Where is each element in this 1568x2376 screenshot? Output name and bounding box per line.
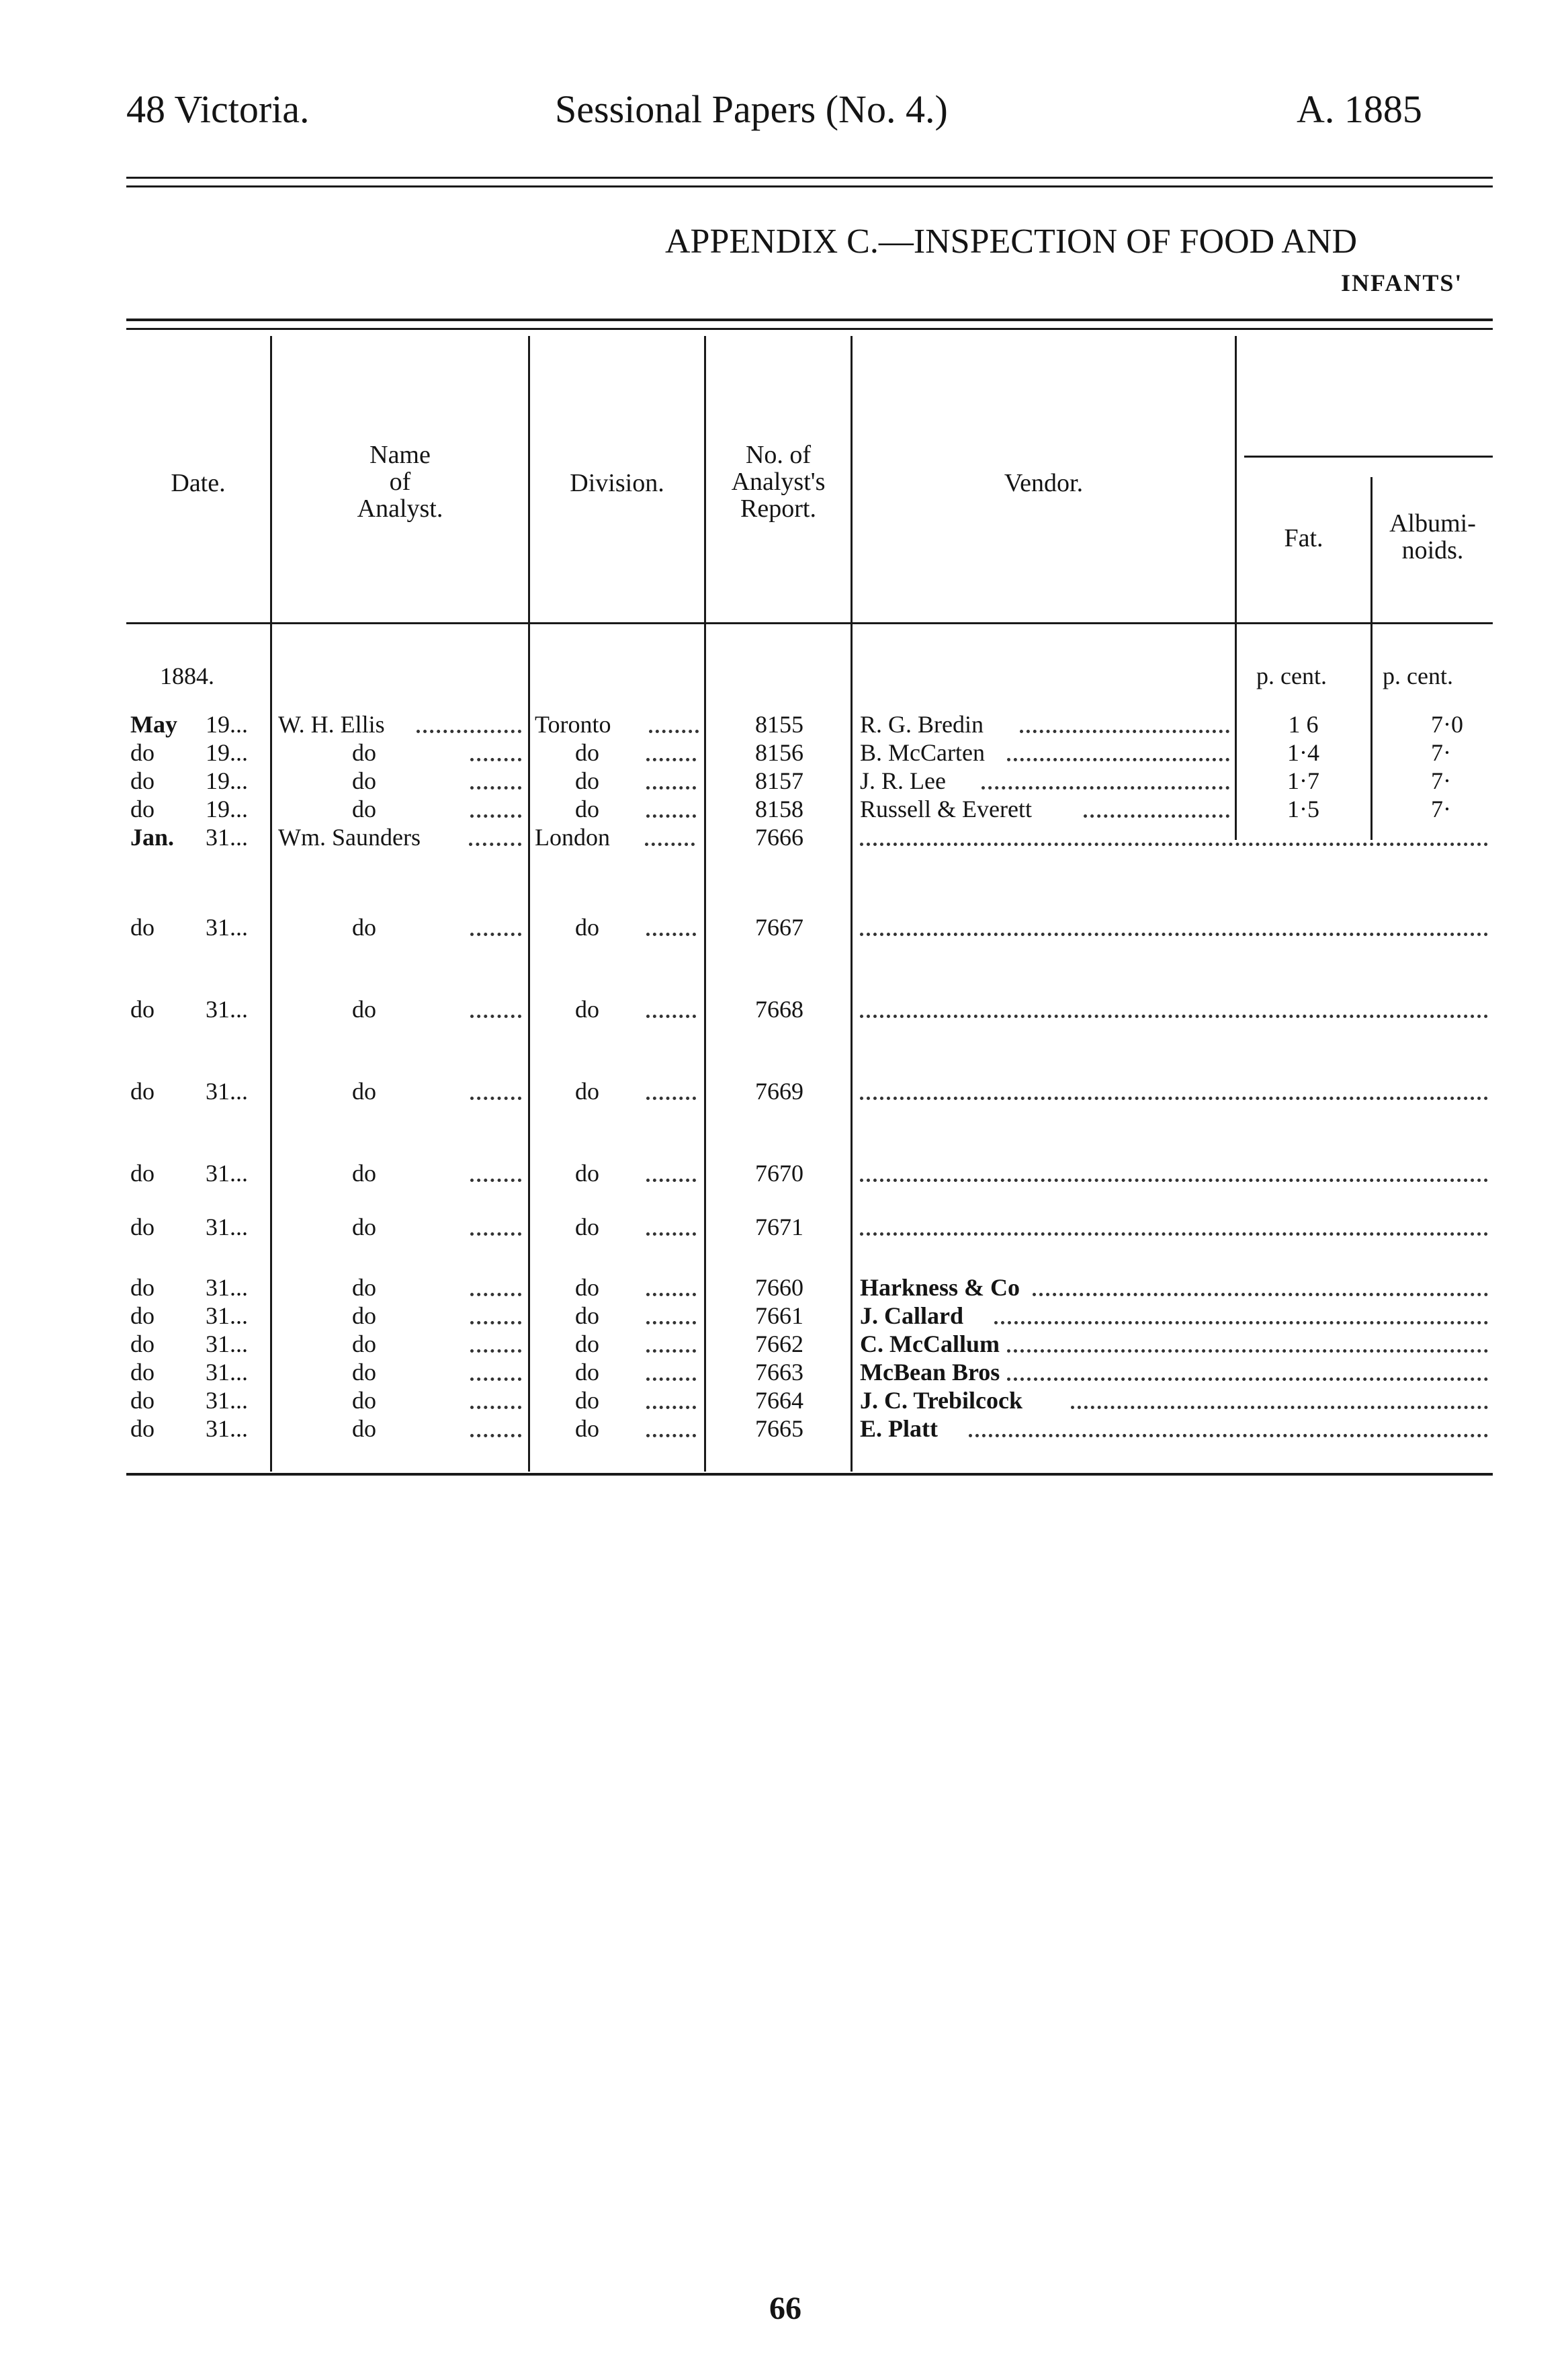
row-date-month: do [130, 914, 155, 941]
row-date-day: 19... [206, 739, 248, 766]
header-rule-top [126, 177, 1493, 179]
row-analyst-leader [417, 730, 521, 733]
row-vendor-leader [860, 843, 1488, 846]
row-date-month: Jan. [130, 824, 175, 851]
row-vendor-leader [982, 786, 1229, 790]
row-vendor: R. G. Bredin [860, 711, 984, 738]
col-header-albuminoids: Albumi- noids. [1389, 509, 1476, 564]
row-division: do [575, 1078, 599, 1105]
row-date-day: 31... [206, 1078, 248, 1105]
row-analyst-leader [470, 758, 521, 761]
row-date-day: 31... [206, 1415, 248, 1442]
row-vendor: E. Platt [860, 1415, 938, 1442]
row-analyst-leader [470, 786, 521, 790]
row-analyst: do [352, 739, 376, 766]
row-date-day: 31... [206, 1214, 248, 1240]
row-analyst-leader [470, 1179, 521, 1182]
row-analyst-leader [470, 814, 521, 818]
row-vendor: McBean Bros [860, 1359, 1000, 1386]
row-division-leader [646, 1015, 696, 1018]
row-report-number: 7665 [755, 1415, 803, 1442]
row-analyst-leader [470, 1097, 521, 1100]
row-analyst-leader [470, 1406, 521, 1409]
row-fat: 1·4 [1287, 739, 1319, 766]
row-analyst-leader [470, 1434, 521, 1437]
row-division: do [575, 1359, 599, 1386]
row-vendor: J. C. Trebilcock [860, 1387, 1022, 1414]
row-division-leader [646, 1377, 696, 1381]
row-division: do [575, 1415, 599, 1442]
row-division: do [575, 739, 599, 766]
row-analyst-leader [470, 1321, 521, 1324]
row-report-number: 8155 [755, 711, 803, 738]
row-report-number: 7670 [755, 1160, 803, 1187]
col-divider-analyst [528, 336, 530, 1472]
row-date-month: do [130, 1387, 155, 1414]
row-date-month: do [130, 767, 155, 794]
row-division: London [535, 824, 610, 851]
row-division-leader [646, 1293, 696, 1296]
row-vendor-leader [1033, 1293, 1488, 1296]
row-division-leader [645, 843, 695, 846]
row-date-month: May [130, 711, 177, 738]
row-date-month: do [130, 1214, 155, 1240]
row-analyst: do [352, 1274, 376, 1301]
row-date-day: 31... [206, 1302, 248, 1329]
row-vendor: J. Callard [860, 1302, 964, 1329]
col-divider-vendor [1235, 336, 1237, 840]
row-vendor-leader [1007, 758, 1229, 761]
col-header-fat: Fat. [1284, 524, 1323, 552]
row-report-number: 7669 [755, 1078, 803, 1105]
row-division: do [575, 996, 599, 1023]
row-vendor-leader [860, 1015, 1488, 1018]
row-report-number: 7662 [755, 1330, 803, 1357]
row-division: do [575, 1387, 599, 1414]
row-date-month: do [130, 1415, 155, 1442]
row-division: do [575, 796, 599, 822]
row-division-leader [646, 1321, 696, 1324]
row-division-leader [646, 1349, 696, 1353]
row-date-month: do [130, 1359, 155, 1386]
row-division-leader [646, 814, 696, 818]
table-rule-top [126, 319, 1493, 321]
row-division-leader [646, 786, 696, 790]
row-division-leader [646, 1232, 696, 1236]
row-division-leader [646, 758, 696, 761]
row-fat: 1·7 [1287, 767, 1319, 794]
row-date-day: 31... [206, 824, 248, 851]
row-analyst: do [352, 1359, 376, 1386]
row-division: Toronto [535, 711, 611, 738]
row-date-day: 31... [206, 1330, 248, 1357]
row-report-number: 8157 [755, 767, 803, 794]
row-date-month: do [130, 796, 155, 822]
row-report-number: 7666 [755, 824, 803, 851]
row-vendor-leader [860, 1179, 1488, 1182]
header-volume: 48 Victoria. [126, 87, 310, 131]
row-analyst: do [352, 1214, 376, 1240]
row-report-number: 7663 [755, 1359, 803, 1386]
row-analyst: do [352, 767, 376, 794]
row-analyst: do [352, 1302, 376, 1329]
appendix-title: APPENDIX C.—INSPECTION OF FOOD AND [665, 222, 1357, 261]
row-analyst: do [352, 914, 376, 941]
row-analyst-leader [470, 1349, 521, 1353]
header-bottom-rule [126, 622, 1493, 624]
row-vendor-leader [860, 1097, 1488, 1100]
row-division: do [575, 767, 599, 794]
row-analyst: do [352, 996, 376, 1023]
row-date-month: do [130, 1274, 155, 1301]
row-date-month: do [130, 1330, 155, 1357]
row-vendor: J. R. Lee [860, 767, 946, 794]
row-division: do [575, 1302, 599, 1329]
col-header-analyst: Name of Analyst. [357, 441, 443, 523]
albuminoids-unit-label: p. cent. [1383, 663, 1453, 689]
row-date-month: do [130, 1078, 155, 1105]
row-date-month: do [130, 1160, 155, 1187]
row-date-day: 31... [206, 1274, 248, 1301]
row-vendor: B. McCarten [860, 739, 985, 766]
table-rule-bottom [126, 1473, 1493, 1476]
header-year: A. 1885 [1297, 87, 1422, 131]
row-division-leader [646, 1406, 696, 1409]
row-albuminoids: 7· [1431, 767, 1451, 794]
fat-unit-label: p. cent. [1256, 663, 1327, 689]
row-analyst: do [352, 1078, 376, 1105]
row-analyst-leader [469, 843, 521, 846]
year-label: 1884. [160, 663, 214, 689]
appendix-subtitle: INFANTS' [1341, 269, 1463, 296]
row-vendor-leader [1020, 730, 1229, 733]
row-division-leader [649, 730, 699, 733]
row-date-day: 31... [206, 1359, 248, 1386]
row-date-day: 19... [206, 796, 248, 822]
row-division: do [575, 1214, 599, 1240]
row-albuminoids: 7· [1431, 796, 1451, 822]
row-fat: 1 6 [1288, 711, 1319, 738]
row-analyst: do [352, 796, 376, 822]
row-report-number: 7668 [755, 996, 803, 1023]
row-date-month: do [130, 996, 155, 1023]
row-vendor-leader [1071, 1406, 1488, 1409]
header-publication: Sessional Papers (No. 4.) [555, 87, 948, 131]
row-date-day: 19... [206, 767, 248, 794]
row-albuminoids: 7· [1431, 739, 1451, 766]
row-date-day: 31... [206, 1387, 248, 1414]
row-vendor-leader [994, 1321, 1488, 1324]
col-divider-report [851, 336, 853, 1472]
row-analyst: do [352, 1330, 376, 1357]
row-date-month: do [130, 1302, 155, 1329]
row-analyst-leader [470, 1232, 521, 1236]
row-report-number: 8158 [755, 796, 803, 822]
row-vendor-leader [1007, 1349, 1488, 1353]
row-analyst: W. H. Ellis [278, 711, 385, 738]
row-division: do [575, 1160, 599, 1187]
row-fat: 1·5 [1287, 796, 1319, 822]
row-division-leader [646, 1097, 696, 1100]
row-division: do [575, 914, 599, 941]
row-vendor-leader [1084, 814, 1229, 818]
row-date-day: 31... [206, 914, 248, 941]
col-header-date: Date. [171, 469, 226, 497]
row-vendor-leader [860, 1232, 1488, 1236]
row-vendor: Harkness & Co [860, 1274, 1020, 1301]
page-number: 66 [769, 2291, 801, 2326]
row-report-number: 7671 [755, 1214, 803, 1240]
row-report-number: 7667 [755, 914, 803, 941]
row-analyst-leader [470, 933, 521, 936]
row-date-day: 31... [206, 996, 248, 1023]
col-header-division: Division. [570, 469, 664, 497]
row-analyst: Wm. Saunders [278, 824, 421, 851]
row-division: do [575, 1330, 599, 1357]
table-rule-top-2 [126, 328, 1493, 330]
row-report-number: 7661 [755, 1302, 803, 1329]
row-report-number: 7660 [755, 1274, 803, 1301]
row-analyst: do [352, 1387, 376, 1414]
row-analyst-leader [470, 1015, 521, 1018]
row-analyst: do [352, 1160, 376, 1187]
row-analyst-leader [470, 1293, 521, 1296]
fat-group-rule [1244, 456, 1493, 458]
header-rule-bottom [126, 185, 1493, 187]
row-division: do [575, 1274, 599, 1301]
row-date-day: 31... [206, 1160, 248, 1187]
row-date-month: do [130, 739, 155, 766]
row-date-day: 19... [206, 711, 248, 738]
row-vendor-leader [1007, 1377, 1488, 1381]
row-albuminoids: 7·0 [1431, 711, 1463, 738]
col-header-vendor: Vendor. [1004, 469, 1084, 497]
row-division-leader [646, 933, 696, 936]
row-vendor: Russell & Everett [860, 796, 1032, 822]
row-analyst-leader [470, 1377, 521, 1381]
row-analyst: do [352, 1415, 376, 1442]
row-division-leader [646, 1179, 696, 1182]
row-report-number: 8156 [755, 739, 803, 766]
row-vendor-leader [860, 933, 1488, 936]
col-header-report: No. of Analyst's Report. [731, 441, 826, 523]
row-vendor: C. McCallum [860, 1330, 1000, 1357]
row-vendor-leader [969, 1434, 1488, 1437]
row-division-leader [646, 1434, 696, 1437]
row-report-number: 7664 [755, 1387, 803, 1414]
